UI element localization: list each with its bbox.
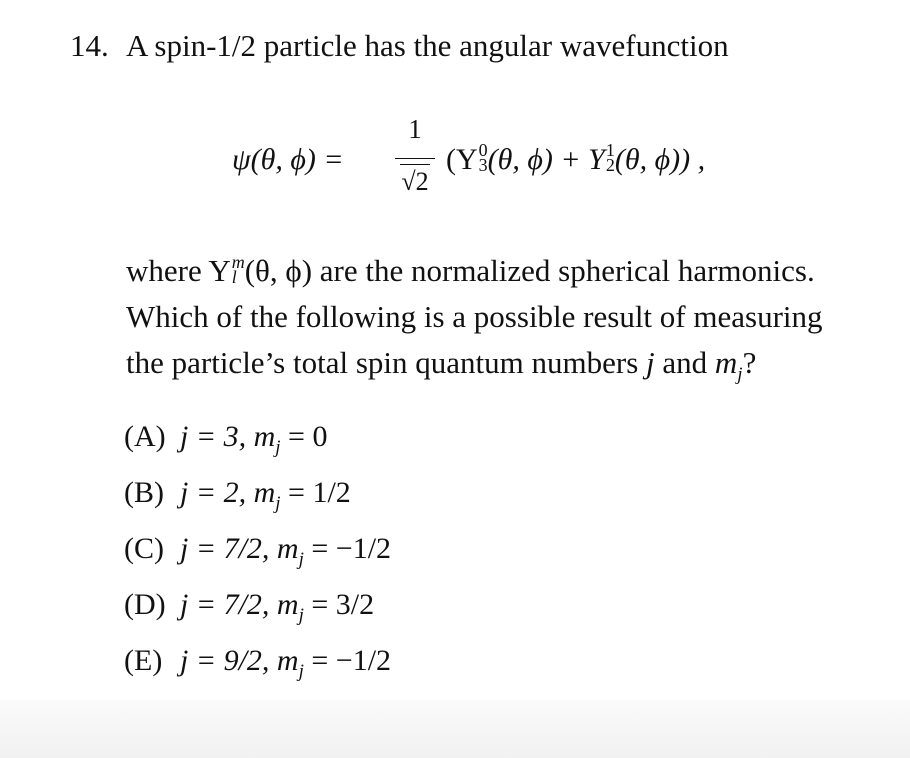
choice-j: j = 9/2, [180, 644, 270, 677]
choice-mval: = 0 [280, 420, 328, 453]
choice-j: j = 7/2, [180, 532, 270, 565]
equation-lhs: ψ(θ, ϕ) = [232, 143, 344, 176]
choice-c[interactable] [124, 526, 391, 582]
choice-m: m [253, 476, 276, 509]
choice-m: m [276, 588, 299, 621]
sqrt-two: √2 [400, 164, 429, 199]
choice-letter: (D) [124, 588, 166, 621]
line3-end: ? [742, 345, 757, 380]
equation-fraction [395, 112, 435, 208]
term1-sup: 0 [478, 140, 488, 161]
equation-rhs [446, 140, 705, 180]
choice-mval: = 1/2 [280, 476, 351, 509]
term2-sub: 2 [605, 155, 615, 176]
term2-sup: 1 [605, 140, 615, 161]
term1-args: (θ, ϕ) + Y [487, 143, 605, 176]
choice-mval: = 3/2 [303, 588, 375, 621]
line1-sup: m [231, 251, 245, 272]
answer-choices [124, 414, 391, 694]
term1-sub: 3 [478, 155, 488, 176]
choice-m: m [253, 420, 276, 453]
question-paragraph [126, 248, 823, 398]
choice-letter: (A) [124, 420, 166, 453]
choice-d[interactable] [124, 582, 391, 638]
choice-letter: (E) [124, 644, 163, 677]
paragraph-line-1 [126, 248, 823, 294]
choice-a[interactable] [124, 414, 391, 470]
choice-letter: (C) [124, 532, 164, 565]
question-heading [70, 24, 729, 68]
line3-msub: j [737, 364, 743, 385]
choice-e[interactable] [124, 638, 391, 694]
fraction-numerator: 1 [408, 114, 422, 144]
line3-before: the particle’s total spin quantum numbers [126, 345, 647, 380]
term2-indices [605, 140, 615, 176]
fraction-denominator [395, 164, 435, 199]
choice-mval: = −1/2 [303, 644, 392, 677]
line3-and: and [654, 345, 715, 380]
question-number: 14. [70, 28, 109, 63]
line3-j: j [646, 345, 655, 380]
fraction-bar [395, 158, 435, 159]
term1-open: (Y [446, 143, 478, 176]
choice-msub: j [275, 493, 281, 514]
choice-j: j = 2, [180, 476, 247, 509]
line1-sub: l [231, 266, 237, 287]
choice-m: m [276, 644, 299, 677]
term1-indices [478, 140, 488, 176]
paragraph-line-2: Which of the following is a possible result of measuring [126, 299, 823, 334]
choice-b[interactable] [124, 470, 391, 526]
line1-before: where Y [126, 253, 231, 288]
choice-j: j = 7/2, [180, 588, 270, 621]
choice-msub: j [298, 549, 304, 570]
paragraph-line-3 [126, 340, 823, 398]
term2-args: (θ, ϕ)) , [614, 143, 706, 176]
question-intro: A spin-1/2 particle has the angular wavefunction [126, 28, 729, 63]
choice-j: j = 3, [180, 420, 247, 453]
choice-mval: = −1/2 [303, 532, 392, 565]
choice-letter: (B) [124, 476, 164, 509]
choice-m: m [276, 532, 299, 565]
line1-indices [231, 251, 245, 287]
choice-msub: j [298, 605, 304, 626]
line1-after: (θ, ϕ) are the normalized spherical harmonics. [244, 253, 815, 288]
choice-msub: j [275, 437, 281, 458]
bottom-band [0, 700, 910, 758]
line3-m: m [714, 345, 738, 380]
choice-msub: j [298, 661, 304, 682]
